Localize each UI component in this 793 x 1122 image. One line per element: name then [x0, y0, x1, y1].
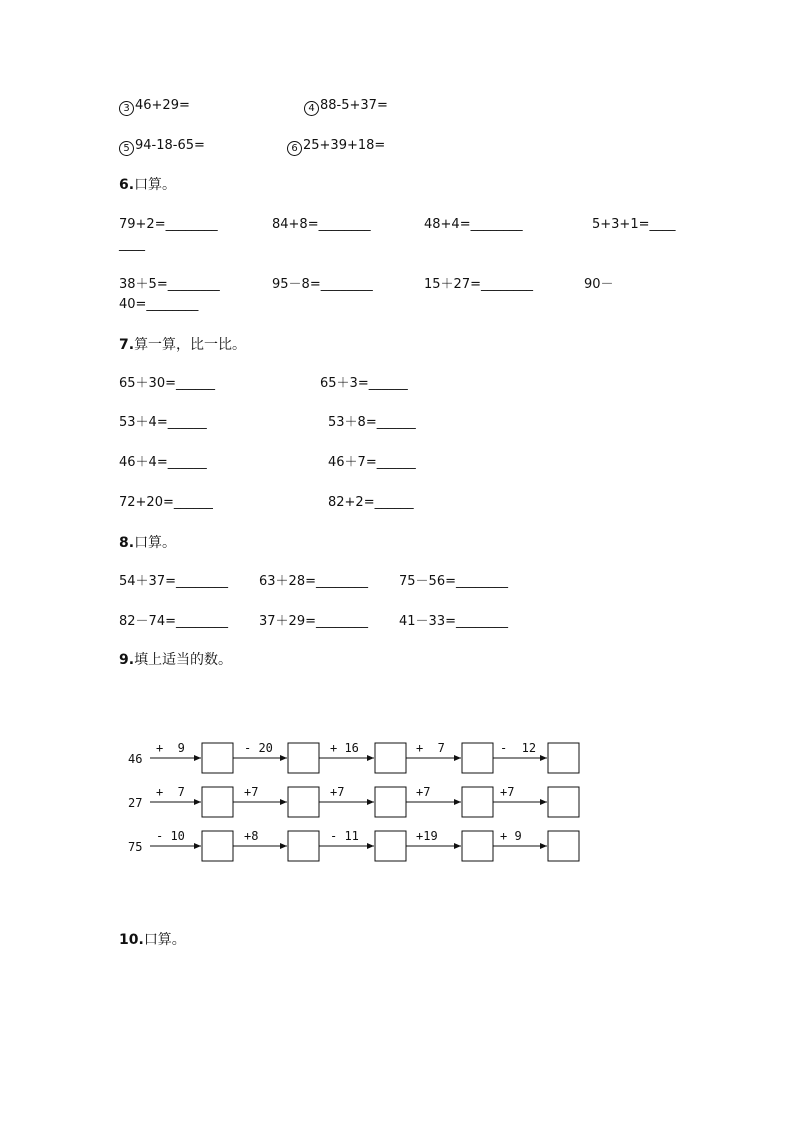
chain-operation-label: +8	[244, 829, 259, 843]
section-number: 6.	[119, 177, 135, 193]
s7-right-item-3: 46＋7=______	[328, 455, 416, 470]
s6-row1-wrap: ____	[119, 237, 145, 252]
s6-row1-item-2: 84+8=________	[272, 217, 371, 232]
chain-operation-label: - 10	[156, 829, 185, 843]
chain-start-number: 27	[128, 796, 143, 810]
circled-number: 4	[304, 101, 319, 116]
number-chain-row	[128, 785, 579, 817]
answer-box[interactable]	[202, 743, 233, 773]
s8-row2-item-1: 82－74=________	[119, 614, 228, 629]
chain-operation-label: + 16	[330, 741, 359, 755]
section-number: 8.	[119, 535, 135, 551]
chain-operation-label: - 11	[330, 829, 359, 843]
expression-text: 94-18-65=	[135, 138, 205, 153]
answer-box[interactable]	[375, 743, 406, 773]
s7-left-item-4: 72+20=______	[119, 495, 213, 510]
number-chain-row	[128, 829, 579, 861]
answer-box[interactable]	[548, 831, 579, 861]
s6-row1-item-1: 79+2=________	[119, 217, 218, 232]
s8-row2-item-2: 37＋29=________	[259, 614, 368, 629]
section-number: 7.	[119, 337, 135, 353]
s7-right-item-2: 53＋8=______	[328, 415, 416, 430]
chain-operation-label: +19	[416, 829, 438, 843]
chain-start-number: 46	[128, 752, 143, 766]
circled-number: 6	[287, 141, 302, 156]
chain-operation-label: + 7	[156, 785, 185, 799]
section-number: 9.	[119, 652, 135, 668]
chain-operation-label: - 12	[500, 741, 537, 755]
section-title: 口算。	[134, 535, 177, 551]
circled-number: 5	[119, 141, 134, 156]
chain-operation-label: +7	[244, 785, 259, 799]
chain-operation-label: +7	[500, 785, 515, 799]
section-title: 口算。	[143, 932, 186, 948]
chain-operation-label: + 7	[416, 741, 445, 755]
answer-box[interactable]	[548, 743, 579, 773]
section-title: 算一算，比一比。	[134, 337, 247, 353]
s6-row2-item-3: 15＋27=________	[424, 277, 533, 292]
answer-box[interactable]	[202, 787, 233, 817]
chain-operation-label: + 9	[500, 829, 522, 843]
s6-row2-item-4: 90－	[584, 277, 614, 292]
answer-box[interactable]	[288, 743, 319, 773]
section-title: 填上适当的数。	[134, 652, 233, 668]
chain-operation-label: +7	[416, 785, 431, 799]
s8-row1-item-2: 63＋28=________	[259, 574, 368, 589]
answer-box[interactable]	[288, 831, 319, 861]
s8-row1-item-1: 54＋37=________	[119, 574, 228, 589]
section-10-heading	[119, 932, 186, 948]
s6-row1-item-4: 5+3+1=____	[592, 217, 676, 232]
answer-box[interactable]	[375, 787, 406, 817]
s6-row2-item-1: 38＋5=________	[119, 277, 220, 292]
s7-left-item-1: 65＋30=______	[119, 376, 215, 391]
answer-box[interactable]	[548, 787, 579, 817]
answer-box[interactable]	[462, 831, 493, 861]
expression-text: 25+39+18=	[303, 138, 386, 153]
s6-row2-item-2: 95－8=________	[272, 277, 373, 292]
answer-box[interactable]	[288, 787, 319, 817]
s7-left-item-3: 46＋4=______	[119, 455, 207, 470]
answer-box[interactable]	[462, 743, 493, 773]
s7-right-item-1: 65＋3=______	[320, 376, 408, 391]
circled-number: 3	[119, 101, 134, 116]
answer-box[interactable]	[462, 787, 493, 817]
s6-row1-item-3: 48+4=________	[424, 217, 523, 232]
s8-row2-item-3: 41－33=________	[399, 614, 508, 629]
s7-right-item-4: 82+2=______	[328, 495, 414, 510]
answer-box[interactable]	[202, 831, 233, 861]
chain-operation-label: - 20	[244, 741, 273, 755]
chain-operation-label: +7	[330, 785, 345, 799]
chain-start-number: 75	[128, 840, 143, 854]
s7-left-item-2: 53＋4=______	[119, 415, 207, 430]
s8-row1-item-3: 75－56=________	[399, 574, 508, 589]
answer-box[interactable]	[375, 831, 406, 861]
expression-text: 88-5+37=	[320, 98, 388, 113]
expression-text: 46+29=	[135, 98, 190, 113]
number-chain-row	[128, 741, 579, 773]
chain-operation-label: + 9	[156, 741, 185, 755]
s6-row2-wrap: 40=________	[119, 297, 199, 312]
section-title: 口算。	[134, 177, 177, 193]
section-number: 10.	[119, 932, 144, 948]
